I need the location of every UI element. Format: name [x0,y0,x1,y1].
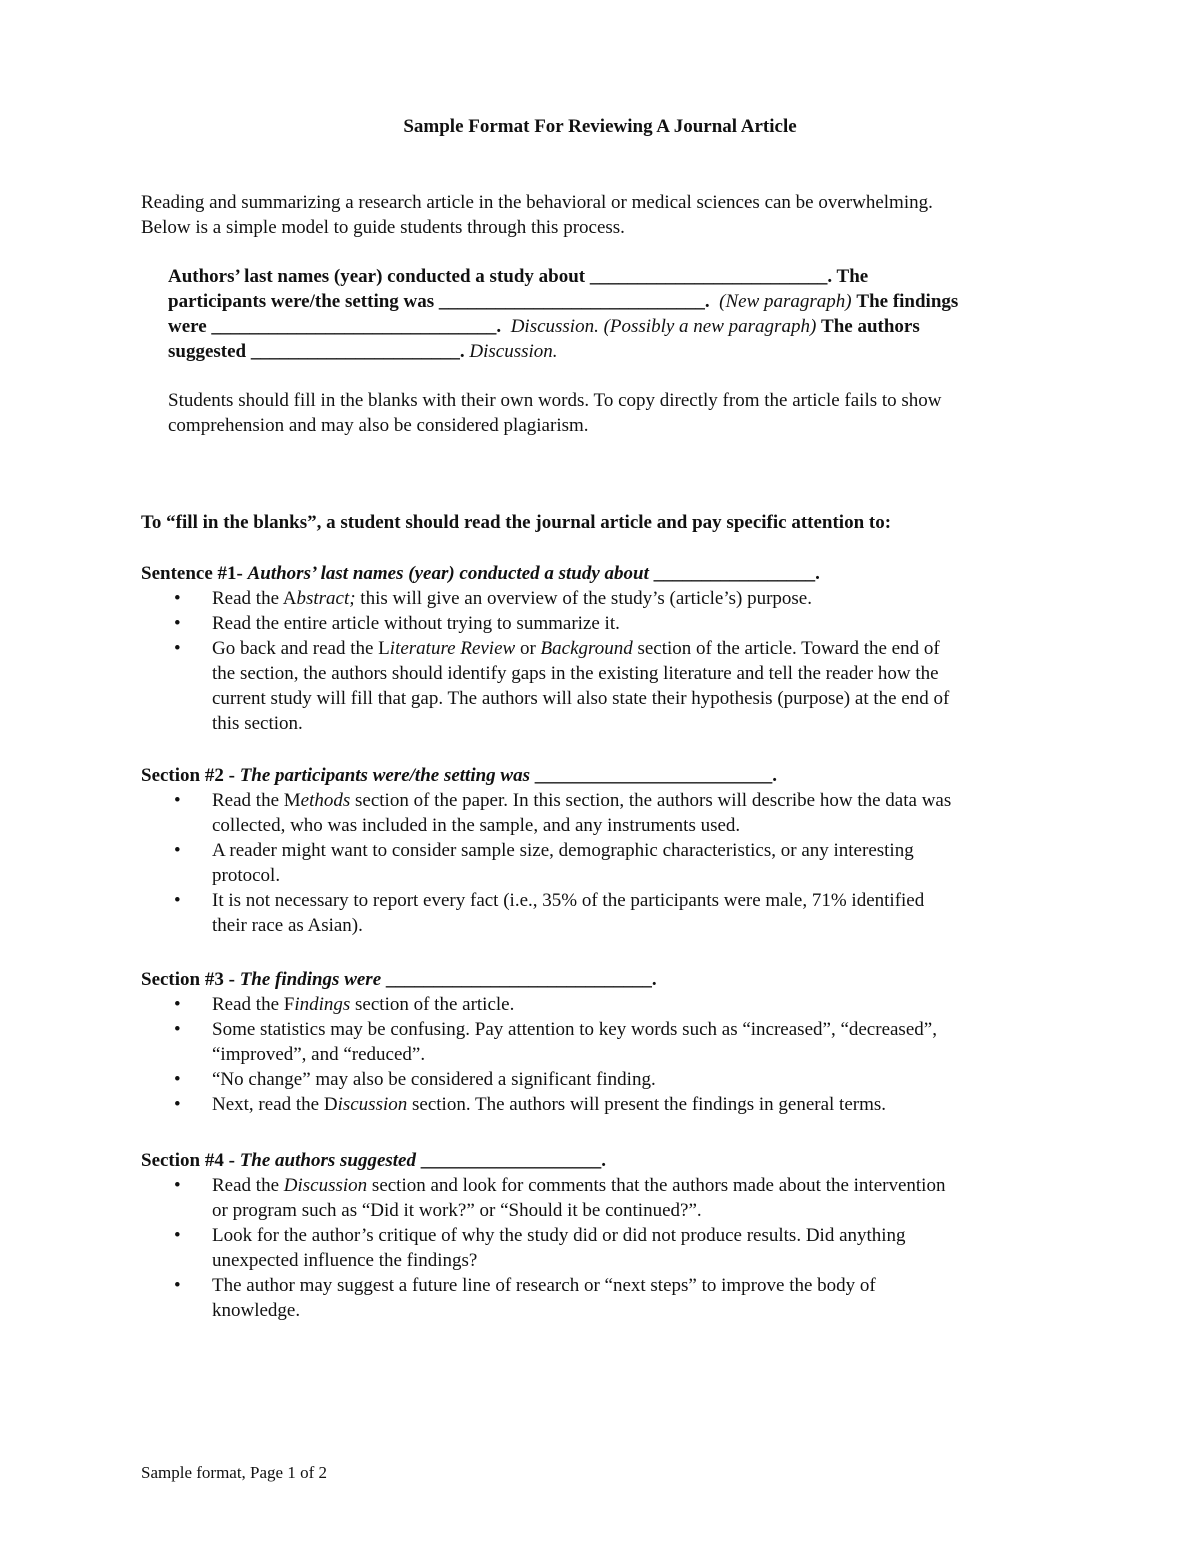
bullet-icon: • [174,1225,181,1246]
bullet-icon: • [174,1175,181,1196]
bullet-icon: • [174,994,181,1015]
template-line: Authors’ last names (year) conducted a study about _________________________. The [168,266,869,287]
list-item: • A reader might want to consider sample size, demographic characteristics, or any interesting protocol. [174,840,914,886]
bullet-icon: • [174,790,181,811]
intro-paragraph [141,190,1071,240]
section-heading: Section #2 - The participants were/the setting was _________________________. [141,765,777,786]
list-item: • Look for the author’s critique of why the study did or did not produce results. Did anything unexpected influence the findings? [174,1225,906,1271]
bullet-icon: • [174,613,181,634]
bullet-icon: • [174,588,181,609]
bullet-icon: • [174,840,181,861]
section-heading: Section #3 - The findings were ____________________________. [141,969,657,990]
list-item: • Read the Methods section of the paper. In this section, the authors will describe how the data was collected, who was included in the sample, and any instruments used. [174,790,952,836]
section-4 [141,1148,945,1323]
list-item: • “No change” may also be considered a significant finding. [174,1069,656,1090]
page-footer: Sample format, Page 1 of 2 [141,1463,328,1482]
template-paragraph [168,264,958,364]
section-heading: Section #4 - The authors suggested ___________________. [141,1150,606,1171]
bullet-icon: • [174,1069,181,1090]
bullet-icon: • [174,1094,181,1115]
list-item: • Read the Findings section of the article. [174,994,515,1015]
bullet-list [141,992,937,1117]
list-item: • Next, read the Discussion section. The authors will present the findings in general terms. [174,1094,887,1115]
list-item: • Some statistics may be confusing. Pay attention to key words such as “increased”, “decreased”, “improved”, and “reduced”. [174,1019,937,1065]
template-line: suggested ______________________. Discussion. [168,341,558,362]
list-item: • Read the Discussion section and look for comments that the authors made about the intervention or program such as “Did it work?” or “Should it be continued?”. [174,1175,946,1221]
list-item: • It is not necessary to report every fact (i.e., 35% of the participants were male, 71% identified their race as Asian). [174,890,925,936]
page-title: Sample Format For Reviewing A Journal Article [403,116,797,137]
bullet-icon: • [174,890,181,911]
list-item: • Read the Abstract; this will give an overview of the study’s (article’s) purpose. [174,588,812,609]
instructions-note [168,388,942,438]
bullet-list [141,586,949,736]
list-item: • The author may suggest a future line of research or “next steps” to improve the body of knowledge. [174,1275,876,1321]
template-line: participants were/the setting was ____________________________. (New paragraph) The findings [168,291,959,312]
note-line: comprehension and may also be considered plagiarism. [168,415,589,436]
intro-line: Reading and summarizing a research article in the behavioral or medical sciences can be overwhelming. [141,192,933,213]
bullet-list [141,1173,945,1323]
list-item: • Read the entire article without trying to summarize it. [174,613,620,634]
template-line: were ______________________________. Discussion. (Possibly a new paragraph) The authors [168,316,920,337]
section-1 [141,561,949,736]
note-line: Students should fill in the blanks with their own words. To copy directly from the article fails to show [168,390,942,411]
section-heading: Sentence #1- Authors’ last names (year) conducted a study about _________________. [141,563,820,584]
section-2 [141,763,951,938]
bullet-icon: • [174,1019,181,1040]
fill-blanks-heading: To “fill in the blanks”, a student should read the journal article and pay specific attention to: [141,512,892,533]
bullet-icon: • [174,638,181,659]
bullet-list [141,788,951,938]
bullet-icon: • [174,1275,181,1296]
intro-line: Below is a simple model to guide students through this process. [141,217,625,238]
list-item: • Go back and read the Literature Review or Background section of the article. Toward the end of the section, the authors should identify gaps in the existing literature and tell the reader how the current study will fill that gap. The authors will also state their hypothesis (purpose) at the end of this section. [174,638,950,734]
section-3 [141,967,937,1117]
